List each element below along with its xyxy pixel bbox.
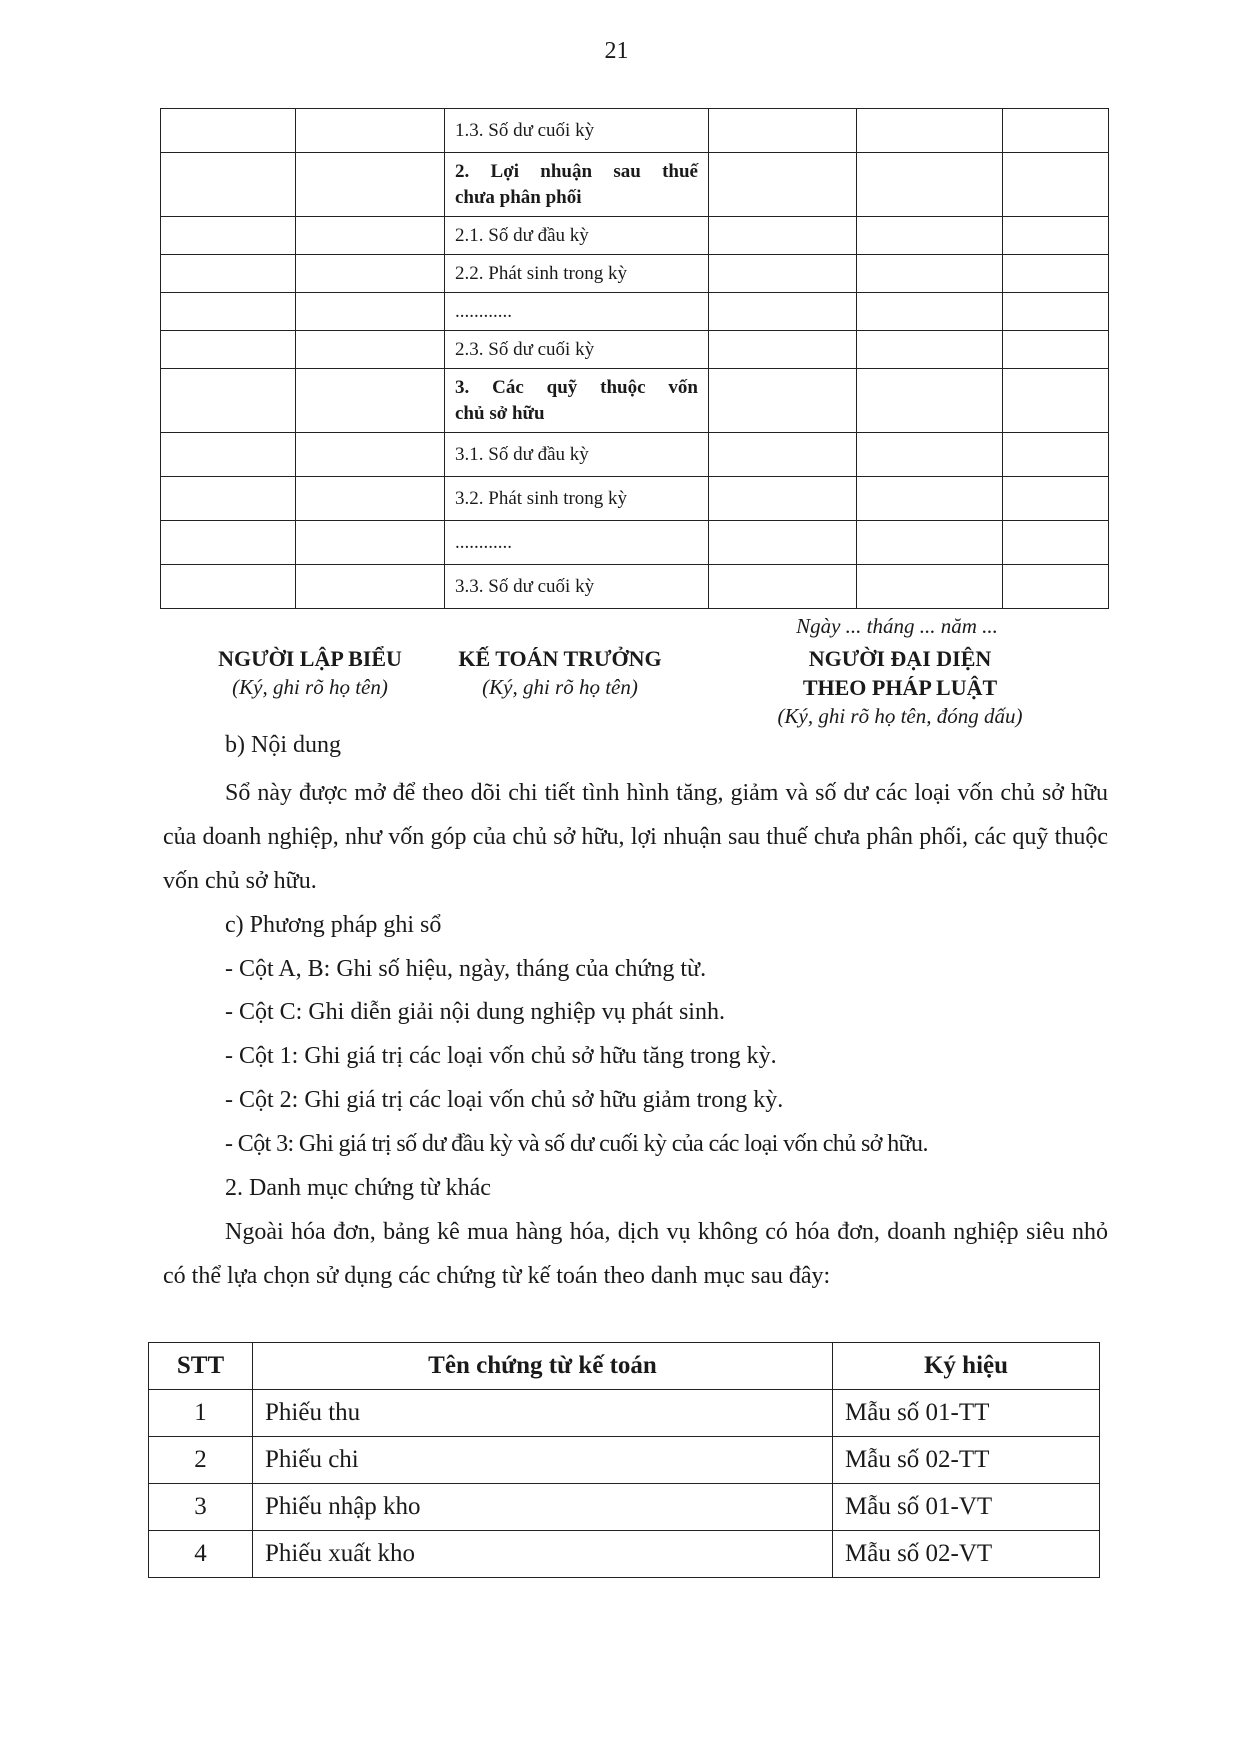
content-paragraph: Sổ này được mở để theo dõi chi tiết tình hình tăng, giảm và số dư các loại vốn chủ sở hữu của doanh nghiệp, như vốn góp của chủ sở hữu, lợi nhuận sau thuế chưa phân phối, các quỹ thuộc vốn chủ sở hữu. <box>163 780 1108 894</box>
ledger-empty-cell <box>296 109 445 153</box>
ledger-empty-cell <box>857 433 1003 477</box>
ledger-empty-cell <box>857 255 1003 293</box>
ledger-empty-cell <box>296 255 445 293</box>
ledger-empty-cell <box>296 217 445 255</box>
ledger-empty-cell <box>857 477 1003 521</box>
ledger-description-cell: 3.2. Phát sinh trong kỳ <box>445 477 709 521</box>
ledger-row <box>161 477 1109 521</box>
header-code: Ký hiệu <box>833 1343 1100 1390</box>
row-stt: 1 <box>149 1390 253 1437</box>
ledger-empty-cell <box>857 521 1003 565</box>
ledger-empty-cell <box>296 565 445 609</box>
ledger-description-line1: 2. Lợi nhuận sau thuế <box>455 160 698 182</box>
ledger-empty-cell <box>709 293 857 331</box>
ledger-row <box>161 109 1109 153</box>
ledger-description-cell: 3.1. Số dư đầu kỳ <box>445 433 709 477</box>
ledger-empty-cell <box>709 521 857 565</box>
ledger-empty-cell <box>1003 433 1109 477</box>
ledger-empty-cell <box>296 331 445 369</box>
ledger-row <box>161 255 1109 293</box>
ledger-empty-cell <box>161 293 296 331</box>
method-item: - Cột 3: Ghi giá trị số dư đầu kỳ và số dư cuối kỳ của các loại vốn chủ sở hữu. <box>225 1131 928 1157</box>
ledger-description-cell: 1.3. Số dư cuối kỳ <box>445 109 709 153</box>
ledger-empty-cell <box>857 293 1003 331</box>
legal-rep-note: (Ký, ghi rõ họ tên, đóng dấu) <box>777 704 1023 728</box>
ledger-empty-cell <box>1003 369 1109 433</box>
ledger-body <box>161 109 1109 609</box>
ledger-empty-cell <box>161 255 296 293</box>
legal-rep-title-line1: NGƯỜI ĐẠI DIỆN <box>808 646 992 671</box>
ledger-empty-cell <box>709 433 857 477</box>
method-item: - Cột C: Ghi diễn giải nội dung nghiệp vụ phát sinh. <box>225 999 725 1025</box>
ledger-empty-cell <box>161 521 296 565</box>
ledger-empty-cell <box>857 369 1003 433</box>
ledger-empty-cell <box>161 153 296 217</box>
ledger-empty-cell <box>1003 217 1109 255</box>
ledger-row <box>161 369 1109 433</box>
heading-method: c) Phương pháp ghi sổ <box>225 912 442 938</box>
row-document-name: Phiếu xuất kho <box>253 1531 833 1578</box>
table-row <box>149 1484 1100 1531</box>
ledger-empty-cell <box>161 109 296 153</box>
signature-legal-representative <box>740 644 1060 731</box>
row-code: Mẫu số 01-VT <box>833 1484 1100 1531</box>
heading-content: b) Nội dung <box>225 732 341 758</box>
method-item: - Cột A, B: Ghi số hiệu, ngày, tháng của chứng từ. <box>225 956 707 982</box>
page-number: 21 <box>604 38 629 64</box>
ledger-empty-cell <box>857 331 1003 369</box>
signature-chief-accountant <box>430 644 690 702</box>
ledger-empty-cell <box>709 255 857 293</box>
other-documents-paragraph: Ngoài hóa đơn, bảng kê mua hàng hóa, dịch vụ không có hóa đơn, doanh nghiệp siêu nhỏ có thể lựa chọn sử dụng các chứng từ kế toán theo danh mục sau đây: <box>163 1219 1108 1289</box>
table-row <box>149 1437 1100 1484</box>
ledger-empty-cell <box>161 433 296 477</box>
ledger-row <box>161 433 1109 477</box>
ledger-empty-cell <box>296 521 445 565</box>
ledger-description-cell: ............ <box>445 293 709 331</box>
ledger-row <box>161 521 1109 565</box>
ledger-empty-cell <box>709 153 857 217</box>
documents-table <box>148 1342 1100 1578</box>
documents-header-row <box>149 1343 1100 1390</box>
ledger-empty-cell <box>709 217 857 255</box>
table-row <box>149 1531 1100 1578</box>
ledger-empty-cell <box>709 565 857 609</box>
ledger-row <box>161 293 1109 331</box>
method-item: - Cột 1: Ghi giá trị các loại vốn chủ sở hữu tăng trong kỳ. <box>225 1043 777 1069</box>
chief-accountant-note: (Ký, ghi rõ họ tên) <box>482 675 638 699</box>
chief-accountant-title: KẾ TOÁN TRƯỞNG <box>458 646 662 671</box>
ledger-empty-cell <box>1003 293 1109 331</box>
ledger-empty-cell <box>857 109 1003 153</box>
ledger-empty-cell <box>1003 565 1109 609</box>
ledger-row <box>161 565 1109 609</box>
ledger-empty-cell <box>1003 153 1109 217</box>
ledger-empty-cell <box>161 565 296 609</box>
legal-rep-title-line2: THEO PHÁP LUẬT <box>802 675 998 700</box>
ledger-row <box>161 217 1109 255</box>
ledger-description-cell: ............ <box>445 521 709 565</box>
ledger-empty-cell <box>709 331 857 369</box>
ledger-description-cell: 2.3. Số dư cuối kỳ <box>445 331 709 369</box>
ledger-description-cell <box>445 153 709 217</box>
signature-date-line: Ngày ... tháng ... năm ... <box>796 614 998 638</box>
ledger-empty-cell <box>1003 255 1109 293</box>
ledger-empty-cell <box>1003 521 1109 565</box>
header-document-name: Tên chứng từ kế toán <box>253 1343 833 1390</box>
ledger-empty-cell <box>296 369 445 433</box>
row-document-name: Phiếu chi <box>253 1437 833 1484</box>
ledger-description-line2: chủ sở hữu <box>455 402 545 424</box>
ledger-description-cell: 2.1. Số dư đầu kỳ <box>445 217 709 255</box>
ledger-empty-cell <box>296 477 445 521</box>
ledger-row <box>161 153 1109 217</box>
ledger-description-cell <box>445 369 709 433</box>
ledger-empty-cell <box>161 217 296 255</box>
row-stt: 3 <box>149 1484 253 1531</box>
header-stt: STT <box>149 1343 253 1390</box>
row-stt: 2 <box>149 1437 253 1484</box>
ledger-empty-cell <box>857 565 1003 609</box>
ledger-description-cell: 3.3. Số dư cuối kỳ <box>445 565 709 609</box>
ledger-empty-cell <box>709 369 857 433</box>
ledger-empty-cell <box>1003 331 1109 369</box>
ledger-empty-cell <box>857 153 1003 217</box>
ledger-empty-cell <box>161 477 296 521</box>
ledger-description-line1: 3. Các quỹ thuộc vốn <box>455 376 698 398</box>
ledger-description-cell: 2.2. Phát sinh trong kỳ <box>445 255 709 293</box>
row-code: Mẫu số 02-TT <box>833 1437 1100 1484</box>
signature-preparer <box>180 644 440 702</box>
equity-ledger-table <box>160 108 1109 609</box>
ledger-empty-cell <box>296 433 445 477</box>
row-document-name: Phiếu nhập kho <box>253 1484 833 1531</box>
ledger-empty-cell <box>709 477 857 521</box>
ledger-empty-cell <box>709 109 857 153</box>
ledger-description-line2: chưa phân phối <box>455 186 582 208</box>
row-code: Mẫu số 01-TT <box>833 1390 1100 1437</box>
row-stt: 4 <box>149 1531 253 1578</box>
ledger-row <box>161 331 1109 369</box>
heading-other-documents: 2. Danh mục chứng từ khác <box>225 1175 491 1201</box>
table-row <box>149 1390 1100 1437</box>
ledger-empty-cell <box>161 331 296 369</box>
row-document-name: Phiếu thu <box>253 1390 833 1437</box>
ledger-empty-cell <box>1003 477 1109 521</box>
ledger-empty-cell <box>161 369 296 433</box>
method-item: - Cột 2: Ghi giá trị các loại vốn chủ sở hữu giảm trong kỳ. <box>225 1087 784 1113</box>
ledger-empty-cell <box>296 293 445 331</box>
ledger-empty-cell <box>296 153 445 217</box>
row-code: Mẫu số 02-VT <box>833 1531 1100 1578</box>
preparer-note: (Ký, ghi rõ họ tên) <box>232 675 388 699</box>
preparer-title: NGƯỜI LẬP BIỂU <box>218 646 402 671</box>
ledger-empty-cell <box>1003 109 1109 153</box>
ledger-empty-cell <box>857 217 1003 255</box>
